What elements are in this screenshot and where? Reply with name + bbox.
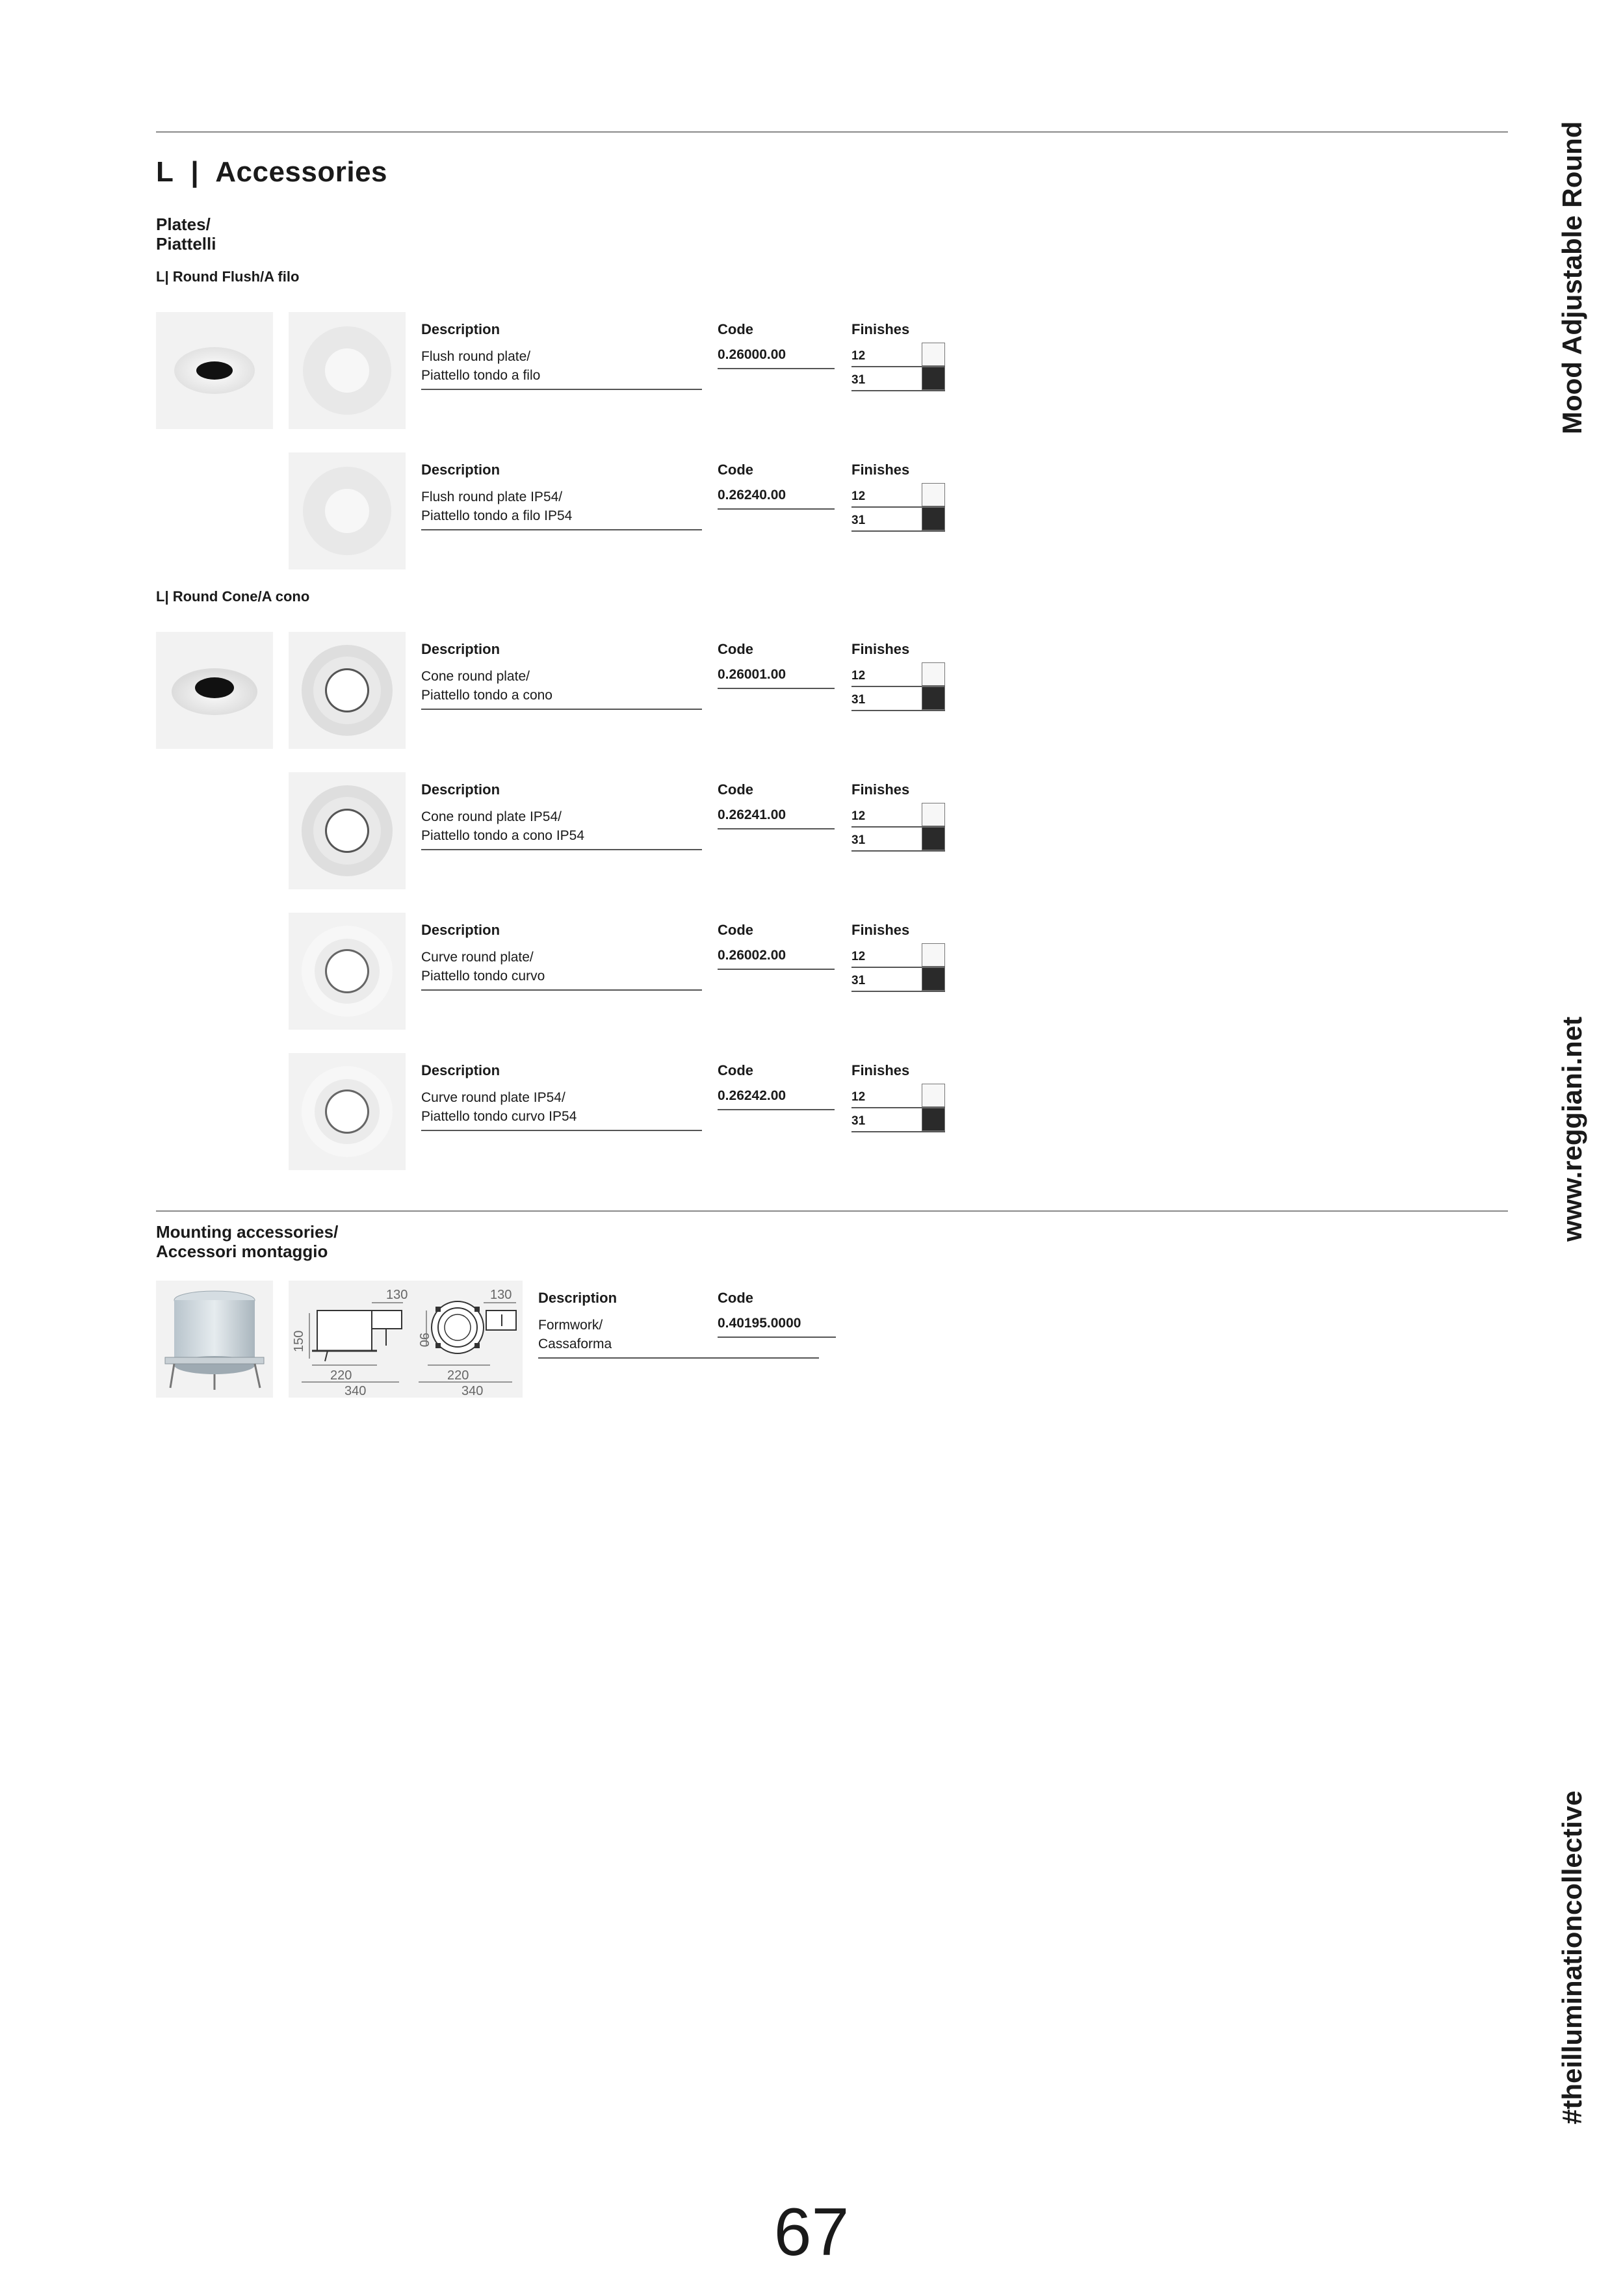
finishes-label: Finishes [851,781,910,798]
finish-swatch-black [922,1108,945,1131]
product-description: Curve round plate/ Piattello tondo curvo [421,948,702,991]
finish-swatch-white [922,483,945,506]
description-label: Description [421,781,500,798]
finish-swatch-black [922,686,945,710]
formwork-photo [156,1281,273,1398]
product-description: Flush round plate IP54/ Piattello tondo a filo IP54 [421,488,702,530]
finish-swatch-white [922,343,945,366]
description-label: Description [421,1062,500,1078]
finish-swatch-black [922,827,945,850]
product-code: 0.26240.00 [718,488,835,510]
cone-plate-thumb [289,632,406,749]
product-code: 0.26242.00 [718,1088,835,1110]
finish-row: 31 [851,967,945,992]
code-label: Code [718,1290,753,1306]
mounting-heading: Mounting accessories/ Accessori montaggio [156,1222,339,1261]
formwork-drawing [289,1281,523,1398]
flush-recessed-photo [156,312,273,429]
finish-row: 12 [851,662,945,687]
product-code: 0.26000.00 [718,347,835,369]
code-label: Code [718,462,753,478]
sidebar-website[interactable]: www.reggiani.net [1557,1016,1587,1242]
dim-220-side: 220 [330,1368,352,1383]
product-code: 0.26241.00 [718,807,835,829]
dim-220-top: 220 [447,1368,469,1383]
finish-row: 31 [851,1108,945,1132]
mounting-code: 0.40195.0000 [718,1316,836,1338]
dim-340-side: 340 [344,1384,367,1398]
code-label: Code [718,321,753,337]
product-code: 0.26002.00 [718,948,835,970]
sidebar-product-name: Mood Adjustable Round [1557,121,1587,434]
finish-swatch-white [922,1084,945,1107]
product-description: Curve round plate IP54/ Piattello tondo curvo IP54 [421,1088,702,1131]
finish-row: 12 [851,483,945,508]
product-description: Flush round plate/ Piattello tondo a filo [421,347,702,390]
section-title: L | Accessories [156,156,388,188]
page-number: 67 [773,2195,850,2270]
flush-plate-thumb [289,312,406,429]
finish-row: 12 [851,803,945,828]
finish-row: 31 [851,507,945,532]
mounting-description: Formwork/ Cassaforma [538,1316,819,1359]
curve-plate-thumb [289,913,406,1030]
finishes-label: Finishes [851,321,910,337]
finishes-label: Finishes [851,1062,910,1078]
description-label: Description [538,1290,617,1306]
dim-130-top: 130 [490,1288,512,1302]
finishes-label: Finishes [851,922,910,938]
dim-150: 150 [292,1330,306,1352]
dim-90: 90 [417,1333,431,1348]
dim-340-top: 340 [461,1384,484,1398]
product-description: Cone round plate/ Piattello tondo a cono [421,667,702,710]
flush-plate-ip54-thumb [289,452,406,569]
finish-swatch-white [922,803,945,826]
code-label: Code [718,641,753,657]
description-label: Description [421,462,500,478]
finish-row: 12 [851,343,945,367]
finish-swatch-white [922,662,945,686]
finish-swatch-black [922,507,945,530]
code-label: Code [718,922,753,938]
finish-row: 31 [851,827,945,852]
curve-plate-ip54-thumb [289,1053,406,1170]
finish-row: 31 [851,686,945,711]
description-label: Description [421,321,500,337]
finish-swatch-black [922,367,945,390]
cone-recessed-photo [156,632,273,749]
subsection-cone: L| Round Cone/A cono [156,588,310,605]
mounting-rule [156,1210,1508,1212]
plates-heading: Plates/ Piattelli [156,215,216,254]
subsection-flush: L| Round Flush/A filo [156,268,300,285]
finish-swatch-black [922,967,945,991]
top-rule [156,131,1508,133]
dim-130-side: 130 [386,1288,408,1302]
code-label: Code [718,781,753,798]
product-description: Cone round plate IP54/ Piattello tondo a cono IP54 [421,807,702,850]
product-code: 0.26001.00 [718,667,835,689]
cone-plate-ip54-thumb [289,772,406,889]
sidebar-hashtag: #theilluminationcollective [1557,1790,1587,2124]
finish-swatch-white [922,943,945,967]
finish-row: 12 [851,943,945,968]
description-label: Description [421,922,500,938]
description-label: Description [421,641,500,657]
finish-row: 31 [851,367,945,391]
finishes-label: Finishes [851,641,910,657]
finishes-label: Finishes [851,462,910,478]
finish-row: 12 [851,1084,945,1108]
code-label: Code [718,1062,753,1078]
